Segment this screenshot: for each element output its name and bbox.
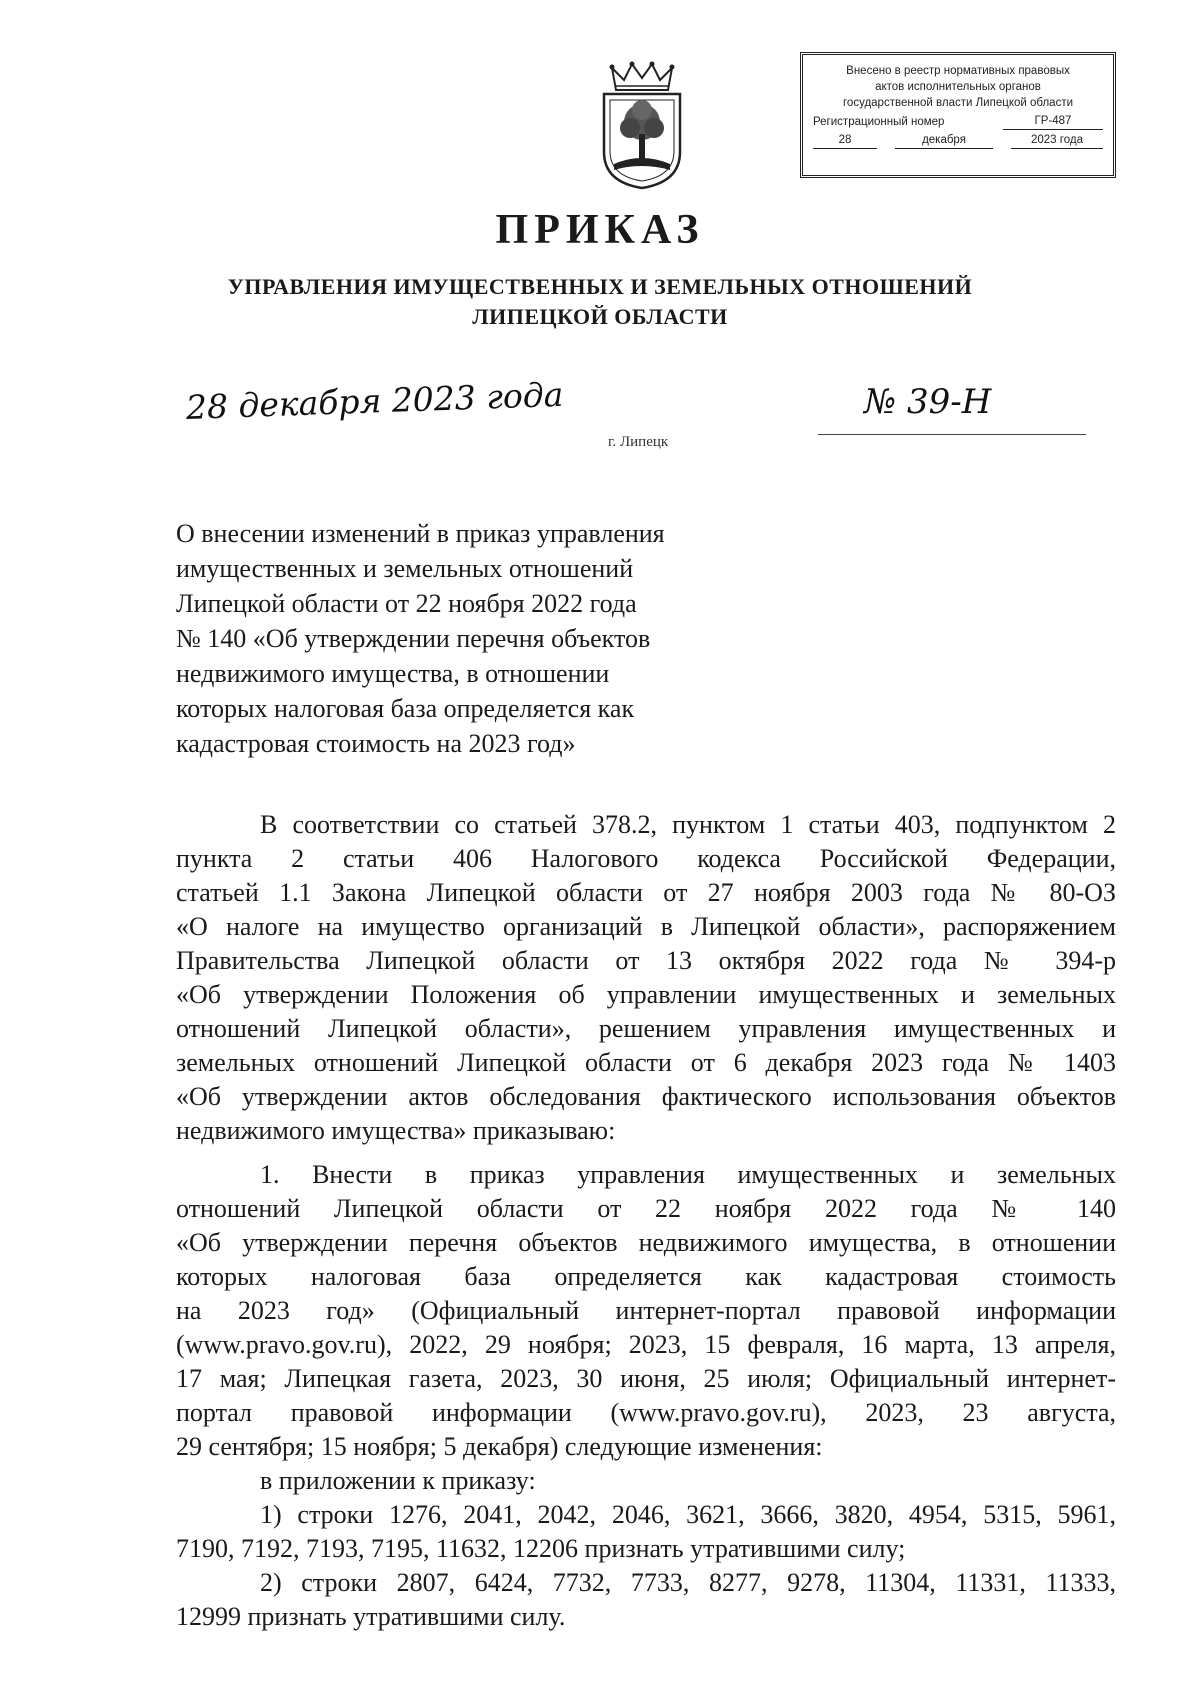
body-line: земельных отношений Липецкой области от 6 декабря 2023 года № 1403 xyxy=(176,1048,1116,1077)
stamp-date-row xyxy=(813,132,1103,149)
handwritten-number: № 39-Н xyxy=(864,382,992,422)
subtitle-line: ЛИПЕЦКОЙ ОБЛАСТИ xyxy=(472,304,728,329)
subitem-line: 2) строки 2807, 6424, 7732, 7733, 8277, 9278, 11304, 11331, 11333, xyxy=(260,1568,1116,1597)
stamp-year: 2023 года xyxy=(1011,132,1103,149)
stamp-line: государственной власти Липецкой области xyxy=(842,97,1074,109)
body-line: В соответствии со статьей 378.2, пунктом 1 статьи 403, подпунктом 2 xyxy=(260,810,1116,839)
body-line: отношений Липецкой области», решением управления имущественных и xyxy=(176,1014,1116,1043)
stamp-day: 28 xyxy=(813,132,877,149)
body-line: «О налоге на имущество организаций в Липецкой области», распоряжением xyxy=(176,912,1116,941)
body-line: статьей 1.1 Закона Липецкой области от 27 ноября 2003 года № 80-ОЗ xyxy=(176,878,1116,907)
body-line: 1. Внести в приказ управления имущественных и земельных xyxy=(260,1160,1116,1189)
body-line: «Об утверждении перечня объектов недвижимого имущества, в отношении xyxy=(176,1228,1116,1257)
subject-line: Липецкой области от 22 ноября 2022 года xyxy=(176,589,637,618)
preamble-paragraph xyxy=(176,808,1116,1148)
subject-line: имущественных и земельных отношений xyxy=(176,554,634,583)
body-line: 17 мая; Липецкая газета, 2023, 30 июня, 25 июля; Официальный интернет- xyxy=(176,1364,1116,1393)
body-line: на 2023 год» (Официальный интернет-портал правовой информации xyxy=(176,1296,1116,1325)
stamp-line: Внесено в реестр нормативных правовых xyxy=(846,65,1070,77)
document-title: ПРИКАЗ xyxy=(495,207,705,253)
document-subtitle xyxy=(0,272,1200,332)
subject-line: недвижимого имущества, в отношении xyxy=(176,659,610,688)
subitem-line: 1) строки 1276, 2041, 2042, 2046, 3621, 3666, 3820, 4954, 5315, 5961, xyxy=(260,1500,1116,1529)
city-label: г. Липецк xyxy=(608,434,669,450)
stamp-registration-row xyxy=(813,113,1103,130)
body-line: 29 сентября; 15 ноября; 5 декабря) следующие изменения: xyxy=(176,1432,823,1461)
appendix-intro: в приложении к приказу: xyxy=(260,1466,536,1495)
handwritten-date: 28 декабря 2023 года xyxy=(185,374,564,427)
body-line: (www.pravo.gov.ru), 2022, 29 ноября; 2023, 15 февраля, 16 марта, 13 апреля, xyxy=(176,1330,1116,1359)
body-line: которых налоговая база определяется как кадастровая стоимость xyxy=(176,1262,1116,1291)
subitem-line: 7190, 7192, 7193, 7195, 11632, 12206 признать утратившими силу; xyxy=(176,1534,906,1563)
body-line: недвижимого имущества» приказываю: xyxy=(176,1116,616,1145)
document-number-field xyxy=(818,382,1086,435)
body-line: портал правовой информации (www.pravo.gov.ru), 2023, 23 августа, xyxy=(176,1398,1116,1427)
registry-stamp xyxy=(800,52,1116,178)
body-line: «Об утверждении Положения об управлении имущественных и земельных xyxy=(176,980,1116,1009)
subtitle-line: УПРАВЛЕНИЯ ИМУЩЕСТВЕННЫХ И ЗЕМЕЛЬНЫХ ОТНОШЕНИЙ xyxy=(227,274,973,299)
body-line: пункта 2 статьи 406 Налогового кодекса Российской Федерации, xyxy=(176,844,1116,873)
stamp-month: декабря xyxy=(895,132,993,149)
subitem-line: 12999 признать утратившими силу. xyxy=(176,1602,566,1631)
body-line: Правительства Липецкой области от 13 октября 2022 года № 394-р xyxy=(176,946,1116,975)
stamp-line: актов исполнительных органов xyxy=(875,81,1041,93)
coat-of-arms-icon xyxy=(598,60,686,192)
stamp-reg-label: Регистрационный номер xyxy=(813,116,945,128)
subject-line: которых налоговая база определяется как xyxy=(176,694,635,723)
subject-line: О внесении изменений в приказ управления xyxy=(176,519,665,548)
subject-line: № 140 «Об утверждении перечня объектов xyxy=(176,624,651,653)
document-subject xyxy=(176,516,736,761)
subject-line: кадастровая стоимость на 2023 год» xyxy=(176,729,576,758)
stamp-reg-number: ГР-487 xyxy=(1003,113,1103,130)
body-line: отношений Липецкой области от 22 ноября 2022 года № 140 xyxy=(176,1194,1116,1223)
body-line: «Об утверждении актов обследования фактического использования объектов xyxy=(176,1082,1116,1111)
order-items xyxy=(176,1158,1116,1634)
